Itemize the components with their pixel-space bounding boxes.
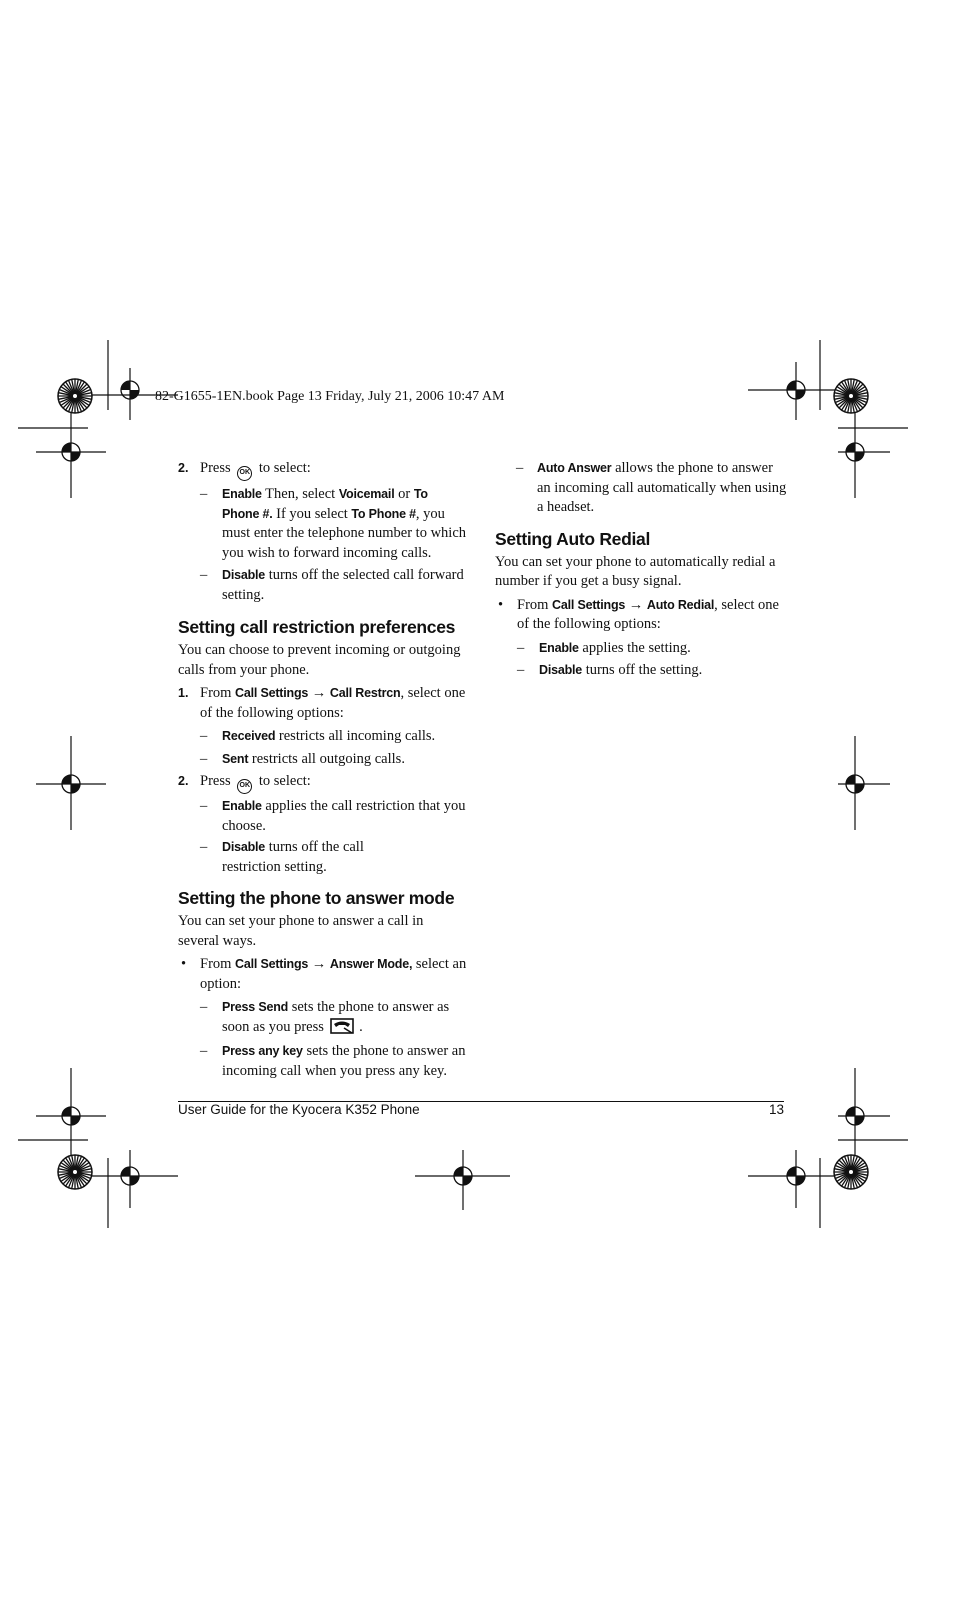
dash-marker: –: [200, 798, 208, 814]
right-column: [495, 459, 787, 681]
section-title-answer-mode: Setting the phone to answer mode: [178, 888, 455, 908]
section-intro-auto-redial: You can set your phone to automatically redial a number if you get a busy signal.: [495, 553, 776, 589]
list-item-press-send: – Press Send sets the phone to answer as soon as you press .: [178, 998, 468, 1040]
page-number: 13: [768, 1102, 784, 1117]
dash-marker: –: [200, 567, 208, 583]
list-item-disable: – Disable turns off the selected call forward setting.: [200, 567, 464, 603]
step-1-restriction: 1. From Call Settings → Call Restrcn, select one of the following options:: [178, 685, 466, 721]
bullet-marker: •: [181, 956, 187, 972]
dash-marker: –: [200, 999, 208, 1015]
list-item-press-any-key: – Press any key sets the phone to answer an incoming call when you press any key.: [200, 1043, 466, 1079]
left-column: [178, 459, 468, 1081]
list-item-enable: – Enable Then, select Voicemail or To Phone #. If you select To Phone #, you must enter the telephone number to which you wish to forward incoming calls.: [200, 486, 467, 561]
ok-key-icon: OK: [237, 779, 252, 794]
dash-marker: –: [200, 486, 208, 502]
dash-marker: –: [517, 662, 525, 678]
step-press-ok: 2. Press OK to select:: [178, 459, 468, 481]
dash-marker: –: [516, 460, 524, 476]
dash-marker: –: [200, 839, 208, 855]
dash-marker: –: [200, 750, 208, 767]
list-item-enable-redial: – Enable applies the setting.: [495, 639, 787, 659]
send-key-icon: [330, 1018, 354, 1041]
bullet-marker: •: [498, 596, 504, 613]
section-intro-answer-mode: You can set your phone to answer a call in several ways.: [178, 913, 424, 949]
list-item-disable-restriction: – Disable turns off the call restriction setting.: [200, 839, 364, 875]
section-title-auto-redial: Setting Auto Redial: [495, 528, 651, 549]
bullet-answer-mode: • From Call Settings → Answer Mode, select an option:: [181, 956, 467, 992]
dash-marker: –: [517, 639, 525, 656]
dash-marker: –: [200, 1043, 208, 1059]
list-item-sent: – Sent restricts all outgoing calls.: [178, 750, 468, 770]
section-title-restriction: Setting call restriction preferences: [178, 617, 456, 637]
dash-marker: –: [200, 728, 208, 744]
list-item-received: – Received restricts all incoming calls.: [178, 727, 468, 747]
step-2-restriction: 2. Press OK to select:: [178, 772, 468, 794]
print-header: 82-G1655-1EN.book Page 13 Friday, July 21, 2006 10:47 AM: [155, 389, 505, 404]
list-item-disable-redial: – Disable turns off the setting.: [495, 661, 787, 681]
bullet-auto-redial: • From Call Settings → Auto Redial, select one of the following options:: [498, 596, 779, 632]
ok-key-icon: OK: [237, 466, 252, 481]
list-item-enable-restriction: – Enable applies the call restriction that you choose.: [200, 798, 466, 834]
list-item-auto-answer: – Auto Answer allows the phone to answer an incoming call automatically when using a headset.: [516, 460, 787, 515]
section-intro-restriction: You can choose to prevent incoming or outgoing calls from your phone.: [178, 642, 461, 678]
footer-title: User Guide for the Kyocera K352 Phone: [178, 1102, 420, 1117]
